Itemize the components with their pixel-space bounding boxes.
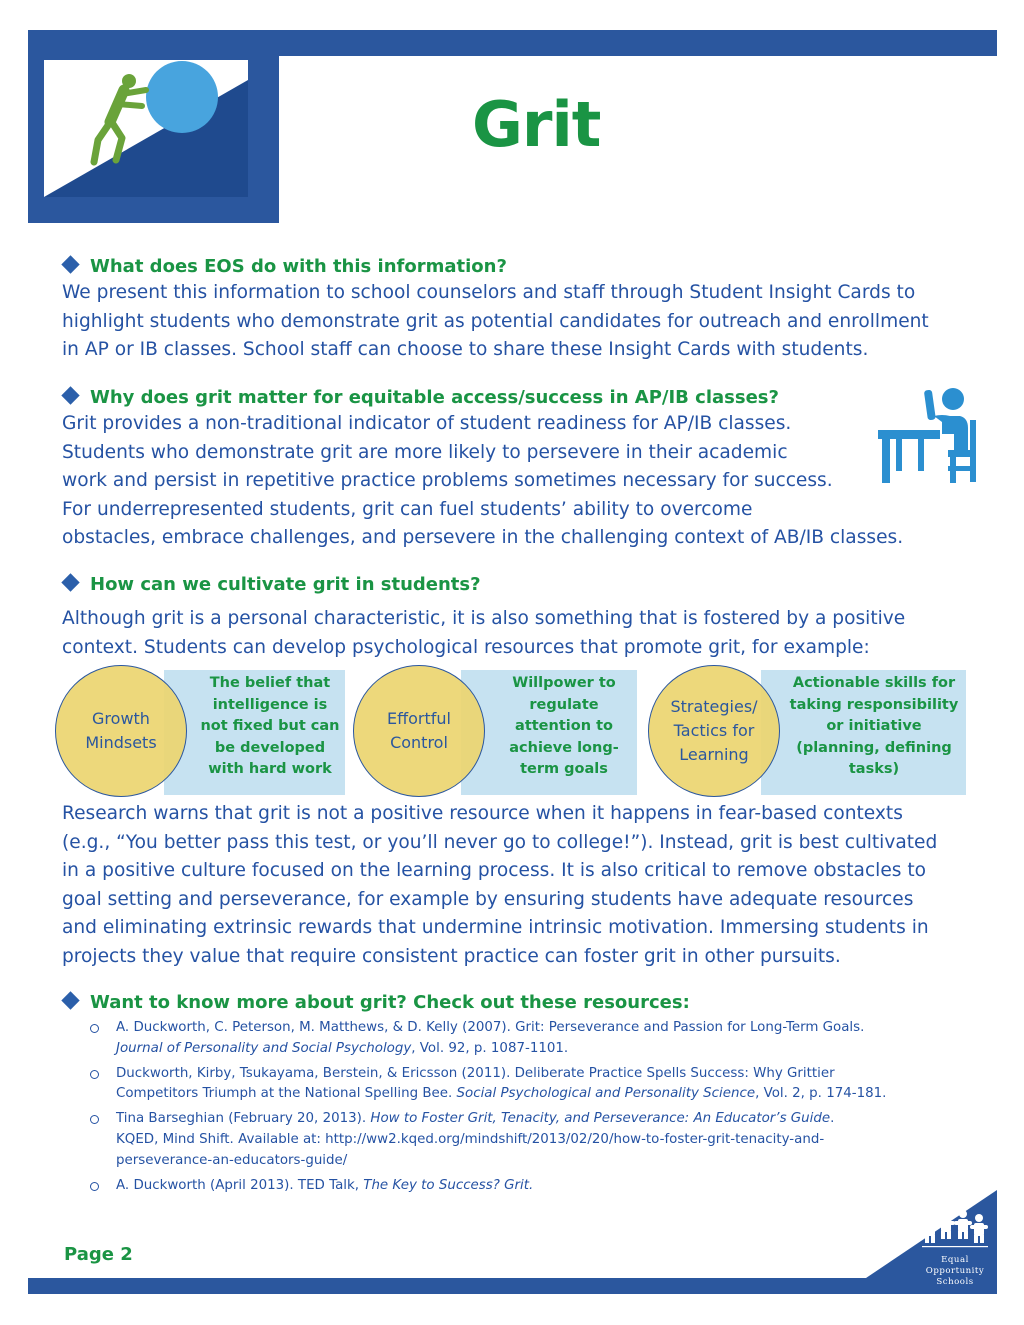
section-heading-why-grit [62, 387, 779, 408]
section-heading-resources [62, 992, 690, 1013]
paragraph-line: highlight students who demonstrate grit as potential candidates for outreach and enrollment [62, 310, 929, 332]
circle-label: Growth [92, 709, 150, 728]
circle-bullet-icon [90, 1024, 99, 1033]
journal-title: Journal of Personality and Social Psychology [116, 1040, 412, 1056]
person-pushing-boulder-icon [44, 60, 248, 197]
reference-line [116, 1084, 990, 1105]
reference-line [116, 1039, 990, 1060]
circle-bullet-icon [90, 1115, 99, 1124]
paragraph-line: We present this information to school counselors and staff through Student Insight Cards to [62, 282, 916, 303]
paragraph-line: in a positive culture focused on the learning process. It is also critical to remove obstacles to [62, 860, 927, 881]
reference-line: Duckworth, Kirby, Tsukayama, Berstein, & Ericsson (2011). Deliberate Practice Spells Success: Why Grittier [116, 1065, 835, 1081]
page-title: Grit [472, 88, 601, 161]
section-heading-text: What does EOS do with this information? [90, 256, 507, 277]
diamond-bullet-icon [61, 991, 79, 1009]
box-line: regulate [529, 696, 599, 713]
box-line: not fixed but can [200, 718, 340, 734]
circle-label: Learning [679, 745, 749, 764]
circle-bullet-icon [90, 1182, 99, 1191]
box-line: The belief that [209, 675, 331, 691]
paragraph-line: and eliminating extrinsic rewards that undermine intrinsic motivation. Immersing students in [62, 917, 929, 938]
paragraph-line: in AP or IB classes. School staff can choose to share these Insight Cards with students. [62, 339, 869, 360]
section-heading-cultivate [62, 574, 481, 595]
footer-bar [28, 1278, 997, 1294]
strategies-description [782, 673, 966, 781]
journal-title: Social Psychological and Personality Science [456, 1086, 756, 1102]
diamond-bullet-icon [61, 255, 79, 273]
reference-line: A. Duckworth, C. Peterson, M. Matthews, & D. Kelly (2007). Grit: Perseverance and Passion for Long-Term Goals. [116, 1020, 865, 1035]
boulder-illustration [44, 60, 248, 197]
reference-line [116, 1176, 990, 1197]
section-heading-eos-use [62, 256, 507, 277]
circle-label: Strategies/ [670, 697, 758, 716]
circle-label: Mindsets [85, 733, 157, 752]
growth-mindsets-circle [55, 665, 187, 797]
diamond-bullet-icon [61, 386, 79, 404]
reference-text: , Vol. 92, p. 1087-1101. [411, 1040, 569, 1056]
talk-title: The Key to Success? Grit. [363, 1177, 534, 1193]
effortful-control-description [490, 673, 638, 781]
paragraph-line: context. Students can develop psychological resources that promote grit, for example: [62, 636, 870, 658]
box-line: be developed [214, 739, 326, 756]
reference-item [90, 1109, 990, 1171]
paragraph-line: work and persist in repetitive practice problems sometimes necessary for success. [62, 470, 833, 491]
reference-item [90, 1064, 990, 1106]
reference-link-line[interactable]: KQED, Mind Shift. Available at: http://ww2.kqed.org/mindshift/2013/02/20/how-to-foster-grit-tenacity-and- [116, 1131, 825, 1147]
reference-text: A. Duckworth (April 2013). TED Talk, [116, 1177, 364, 1193]
eos-logo-text: Schools [936, 1277, 974, 1287]
circle-label: Effortful [387, 709, 451, 728]
paragraph-line: For underrepresented students, grit can fuel students’ ability to overcome [62, 498, 753, 520]
paragraph-line: goal setting and perseverance, for example by ensuring students have adequate resources [62, 888, 914, 910]
box-line: achieve long- [509, 739, 619, 756]
paragraph-line: (e.g., “You better pass this test, or you’ll never go to college!”). Instead, grit is best cultivated [62, 831, 938, 853]
eos-logo [866, 1190, 997, 1294]
box-line: or initiative [826, 718, 922, 734]
section3-followup-paragraph [62, 800, 937, 971]
box-line: attention to [515, 718, 613, 734]
paragraph-line: Research warns that grit is not a positive resource when it happens in fear-based contexts [62, 803, 903, 824]
growth-mindsets-description [196, 673, 344, 781]
box-line: with hard work [208, 761, 332, 777]
section2-paragraph [62, 410, 903, 553]
paragraph-line: projects they value that require consistent practice can foster grit in other pursuits. [62, 945, 841, 967]
paragraph-line: Students who demonstrate grit are more likely to persevere in their academic [62, 441, 788, 463]
section-heading-text: How can we cultivate grit in students? [90, 574, 481, 595]
paragraph-line: Although grit is a personal characteristic, it is also something that is fostered by a positive [62, 608, 906, 629]
circle-bullet-icon [90, 1070, 99, 1079]
article-title: How to Foster Grit, Tenacity, and Perseverance: An Educator’s Guide [370, 1111, 831, 1127]
reference-list [90, 1018, 990, 1200]
box-line: intelligence is [212, 696, 328, 713]
box-line: Actionable skills for [792, 675, 956, 691]
box-line: Willpower to [512, 675, 616, 691]
eos-logo-text: Equal [941, 1255, 969, 1265]
reference-text: Competitors Triumph at the National Spelling Bee. [116, 1086, 457, 1102]
paragraph-line: Grit provides a non-traditional indicator of student readiness for AP/IB classes. [62, 413, 792, 434]
reference-text: , Vol. 2, p. 174-181. [755, 1086, 887, 1102]
box-line: (planning, defining [796, 739, 952, 756]
diamond-bullet-icon [61, 573, 79, 591]
section-heading-text: Why does grit matter for equitable access/success in AP/IB classes? [90, 387, 779, 408]
reference-item [90, 1018, 990, 1060]
section3-paragraph [62, 605, 905, 662]
reference-item [90, 1176, 990, 1197]
box-line: tasks) [848, 761, 900, 777]
paragraph-line: obstacles, embrace challenges, and persevere in the challenging context of AB/IB classes. [62, 527, 904, 548]
circle-label: Control [390, 733, 448, 752]
reference-link-line[interactable]: perseverance-an-educators-guide/ [116, 1152, 348, 1168]
strategies-tactics-circle [648, 665, 780, 797]
section1-paragraph [62, 279, 929, 365]
circle-label: Tactics for [673, 721, 755, 740]
reference-text: Tina Barseghian (February 20, 2013). [116, 1111, 371, 1127]
box-line: term goals [520, 761, 608, 777]
eos-logo-text: Opportunity [925, 1266, 985, 1276]
reference-text: . [830, 1111, 835, 1127]
box-line: taking responsibility [789, 696, 959, 713]
section-heading-text: Want to know more about grit? Check out these resources: [90, 992, 690, 1013]
effortful-control-circle [353, 665, 485, 797]
page-number: Page 2 [64, 1244, 133, 1265]
reference-line [116, 1109, 990, 1130]
